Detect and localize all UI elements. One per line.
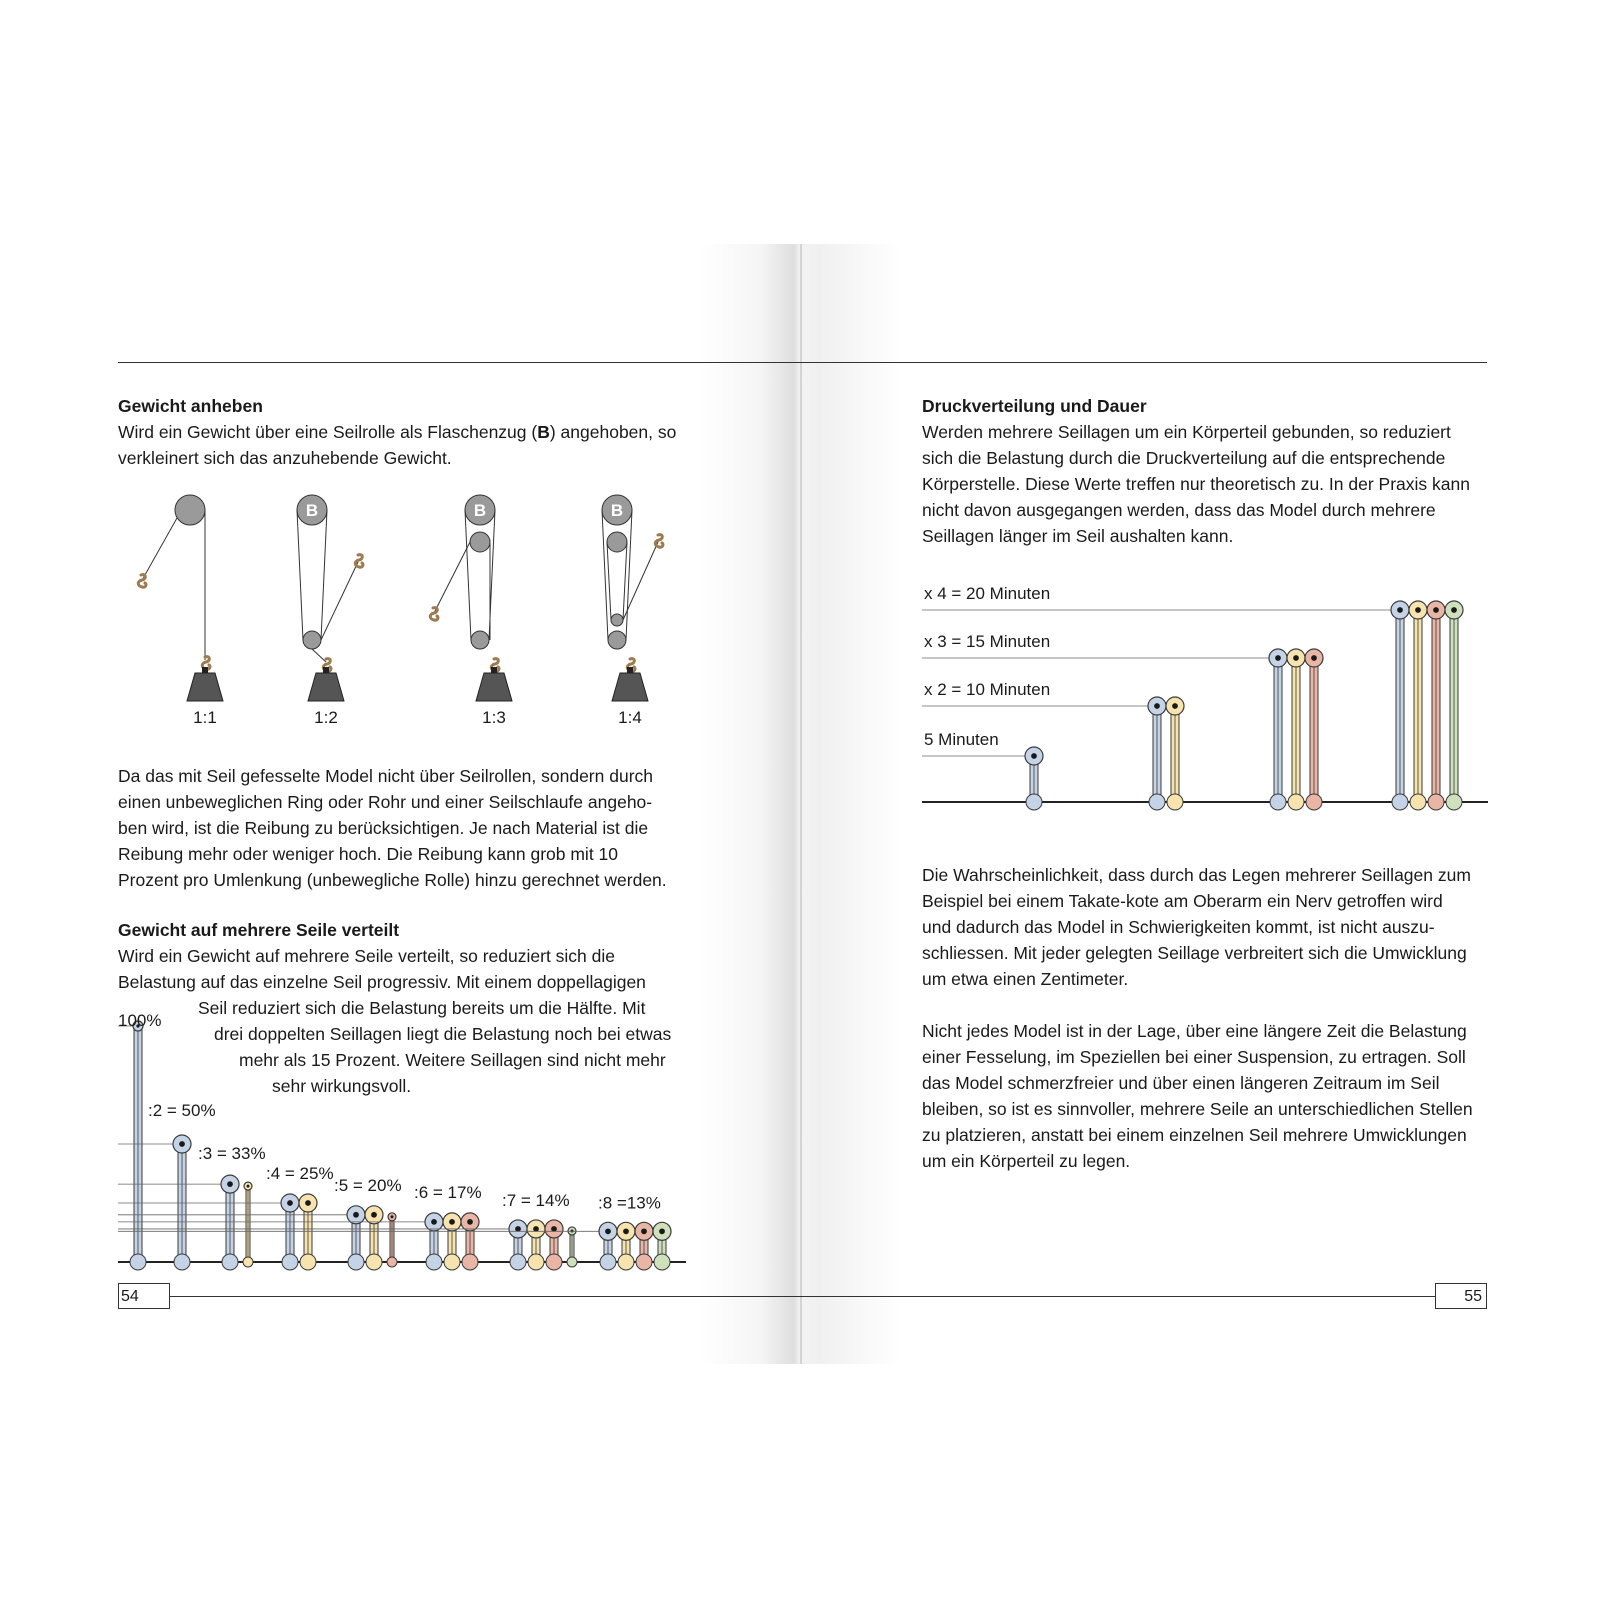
- rope-line: [602, 510, 608, 640]
- bar-label: :3 = 33%: [198, 1144, 266, 1164]
- paragraph-line: Seil reduziert sich die Belastung bereits um die Hälfte. Mit: [198, 998, 646, 1018]
- rope-foot: [567, 1257, 577, 1267]
- rope-foot: [222, 1254, 238, 1270]
- rope-foot: [300, 1254, 316, 1270]
- paragraph-line: um etwa einen Zentimeter.: [922, 969, 1129, 989]
- rope-knot: [1275, 655, 1281, 661]
- paragraph-line: einen unbeweglichen Ring oder Rohr und einer Seilschlaufe angeho-: [118, 792, 653, 812]
- bold-letter: B: [537, 422, 550, 442]
- rope-foot: [366, 1254, 382, 1270]
- rope-line: [141, 518, 177, 582]
- page-number: 54: [121, 1288, 139, 1305]
- paragraph-line: Da das mit Seil gefesselte Model nicht über Seilrollen, sondern durch: [118, 766, 654, 786]
- pulley-wheel: [607, 532, 627, 552]
- rope-knot: [1031, 753, 1037, 759]
- rope-foot: [1167, 794, 1183, 810]
- bar-label: :6 = 17%: [414, 1182, 482, 1202]
- rope-knot: [641, 1228, 647, 1234]
- rope-foot: [1446, 794, 1462, 810]
- rope-knot: [247, 1185, 250, 1188]
- paragraph-line: bleiben, so ist es sinnvoller, mehrere Seile an unterschiedlichen Stellen: [922, 1099, 1473, 1119]
- page-number: 55: [1464, 1288, 1482, 1305]
- rope-line: [312, 649, 326, 662]
- rope-line: [433, 542, 470, 615]
- bar-label: x 4 = 20 Minuten: [924, 584, 1051, 603]
- rope-line: [297, 510, 303, 640]
- top-rule: [118, 362, 1487, 363]
- paragraph-line: Nicht jedes Model ist in der Lage, über eine längere Zeit die Belastung: [922, 1021, 1467, 1041]
- bar-label: x 3 = 15 Minuten: [924, 632, 1051, 651]
- ratio-label: 1:2: [314, 708, 338, 727]
- ratio-label: 1:4: [618, 708, 642, 727]
- paragraph-line: ben wird, ist die Reibung zu berücksichtigen. Je nach Material ist die: [118, 818, 649, 838]
- rope-knot: [371, 1212, 377, 1218]
- rope-foot: [282, 1254, 298, 1270]
- paragraph-line: nicht davon ausgegangen werden, dass das Model durch mehrere: [922, 500, 1436, 520]
- rope-knot: [1433, 607, 1439, 613]
- rope-foot: [636, 1254, 652, 1270]
- paragraph-line: das Model schmerzfreier und über einen längeren Zeitraum im Seil: [922, 1073, 1440, 1093]
- rope-line: [623, 542, 627, 620]
- section-heading: Gewicht anheben: [118, 396, 263, 416]
- bar-label: 5 Minuten: [924, 730, 999, 749]
- rope-foot: [528, 1254, 544, 1270]
- rope-foot: [174, 1254, 190, 1270]
- paragraph-line: Wird ein Gewicht auf mehrere Seile verteilt, so reduziert sich die: [118, 946, 616, 966]
- text-fragment: ) angehoben, so: [549, 422, 677, 442]
- page-gutter: [800, 244, 802, 1364]
- rope-foot: [426, 1254, 442, 1270]
- rope-line: [321, 562, 358, 640]
- pulley-label: B: [473, 501, 487, 520]
- pulley-wheel: [175, 495, 205, 525]
- rope-foot: [600, 1254, 616, 1270]
- paragraph-line: Reibung mehr oder weniger hoch. Die Reibung kann grob mit 10: [118, 844, 619, 864]
- rope-foot: [1306, 794, 1322, 810]
- paragraph-line: Beispiel bei einem Takate-kote am Oberarm ein Nerv getroffen wird: [922, 891, 1443, 911]
- hook-icon: [138, 575, 146, 588]
- weight-icon: [308, 673, 344, 701]
- rope-knot: [1172, 703, 1178, 709]
- paragraph-line: Seillagen länger im Seil aushalten kann.: [922, 526, 1234, 546]
- rope-knot: [1311, 655, 1317, 661]
- pulley-wheel: [470, 532, 490, 552]
- ratio-label: 1:1: [193, 708, 217, 727]
- weight-ring: [202, 667, 208, 673]
- bar-label: x 2 = 10 Minuten: [924, 680, 1051, 699]
- hook-icon: [355, 555, 363, 568]
- rope-knot: [449, 1219, 455, 1225]
- rope-foot: [618, 1254, 634, 1270]
- rope-foot: [130, 1254, 146, 1270]
- pulley-label: B: [305, 501, 319, 520]
- rope-foot: [1270, 794, 1286, 810]
- paragraph-line: Werden mehrere Seillagen um ein Körperteil gebunden, so reduziert: [922, 422, 1451, 442]
- pulley-diagram: [0, 480, 800, 740]
- rope-knot: [605, 1228, 611, 1234]
- paragraph-line: Belastung auf das einzelne Seil progressiv. Mit einem doppellagigen: [118, 972, 646, 992]
- bar-label: :4 = 25%: [266, 1164, 334, 1183]
- rope-foot: [1392, 794, 1408, 810]
- rope-line: [626, 510, 632, 640]
- weight-icon: [187, 673, 223, 701]
- page-number-right: [1435, 1283, 1487, 1309]
- weight-icon: [612, 673, 648, 701]
- ratio-label: 1:3: [482, 708, 506, 727]
- bar-label: :2 = 50%: [148, 1101, 216, 1120]
- rope-foot: [1428, 794, 1444, 810]
- rope-knot: [1415, 607, 1421, 613]
- paragraph-line: und dadurch das Model in Schwierigkeiten kommt, ist nicht auszu-: [922, 917, 1435, 937]
- rope-knot: [431, 1219, 437, 1225]
- rope-foot: [243, 1257, 253, 1267]
- friction-paragraph: [118, 763, 718, 893]
- rope-foot: [444, 1254, 460, 1270]
- rope-knot: [623, 1228, 629, 1234]
- weight-ring: [323, 667, 329, 673]
- paragraph-line: zu platzieren, anstatt bei einem einzelnen Seil mehrere Umwicklungen: [922, 1125, 1467, 1145]
- rope-foot: [387, 1257, 397, 1267]
- paragraph-line: schliessen. Mit jeder gelegten Seillage verbreitert sich die Umwicklung: [922, 943, 1467, 963]
- nerve-paragraph: [922, 862, 1482, 992]
- rope-foot: [462, 1254, 478, 1270]
- rope-knot: [305, 1200, 311, 1206]
- pulley-wheel: [611, 614, 623, 626]
- hook-icon: [655, 535, 663, 548]
- rope-knot: [391, 1215, 394, 1218]
- right-section: [922, 393, 1482, 549]
- hook-icon: [430, 608, 438, 621]
- rope-foot: [1026, 794, 1042, 810]
- rope-knot: [1397, 607, 1403, 613]
- duration-chart: [900, 570, 1490, 810]
- rope-foot: [1149, 794, 1165, 810]
- weight-icon: [476, 673, 512, 701]
- paragraph-line: um ein Körperteil zu legen.: [922, 1151, 1131, 1171]
- bar-label: :5 = 20%: [334, 1175, 402, 1195]
- rope-knot: [287, 1200, 293, 1206]
- weight-ring: [627, 667, 633, 673]
- rope-line: [607, 542, 611, 620]
- rope-foot: [348, 1254, 364, 1270]
- paragraph-line: mehr als 15 Prozent. Weitere Seillagen sind nicht mehr: [239, 1050, 666, 1070]
- rope-knot: [659, 1228, 665, 1234]
- paragraph-line: einer Fesselung, im Speziellen bei einer Suspension, zu ertragen. Soll: [922, 1047, 1466, 1067]
- pulley-wheel: [303, 631, 321, 649]
- rope-foot: [1288, 794, 1304, 810]
- left-section1: [118, 393, 698, 471]
- rope-knot: [227, 1181, 233, 1187]
- bar-label: :8 =13%: [598, 1193, 661, 1213]
- paragraph-line: Prozent pro Umlenkung (unbewegliche Rolle) hinzu gerechnet werden.: [118, 870, 667, 890]
- section-heading: Gewicht auf mehrere Seile verteilt: [118, 920, 400, 940]
- rope-foot: [1410, 794, 1426, 810]
- rope-knot: [467, 1219, 473, 1225]
- paragraph-line: drei doppelten Seillagen liegt die Belastung noch bei etwas: [214, 1024, 672, 1044]
- model-paragraph: [922, 1018, 1482, 1174]
- rope-line: [465, 510, 471, 640]
- bottom-rule: [118, 1296, 1487, 1297]
- section-text-line: [118, 419, 698, 445]
- page-number-left: [118, 1283, 170, 1309]
- bar-label: 100%: [118, 1011, 162, 1030]
- text-fragment: Wird ein Gewicht über eine Seilrolle als Flaschenzug (: [118, 422, 538, 442]
- paragraph-line: sehr wirkungsvoll.: [272, 1076, 412, 1096]
- rope-foot: [654, 1254, 670, 1270]
- rope-knot: [1293, 655, 1299, 661]
- pulley-label: B: [610, 501, 624, 520]
- paragraph-line: Die Wahrscheinlichkeit, dass durch das Legen mehrerer Seillagen zum: [922, 865, 1471, 885]
- rope-knot: [179, 1141, 185, 1147]
- paragraph-line: sich die Belastung durch die Druckverteilung auf die entsprechende: [922, 448, 1446, 468]
- paragraph-line: Körperstelle. Diese Werte treffen nur theoretisch zu. In der Praxis kann: [922, 474, 1470, 494]
- weight-ring: [491, 667, 497, 673]
- rope-foot: [510, 1254, 526, 1270]
- rope-knot: [1154, 703, 1160, 709]
- load-distribution-chart: [100, 1000, 720, 1280]
- rope-knot: [353, 1212, 359, 1218]
- section-heading: Druckverteilung und Dauer: [922, 396, 1147, 416]
- rope-line: [321, 510, 327, 640]
- bar-label: :7 = 14%: [502, 1190, 570, 1210]
- section-text-line: verkleinert sich das anzuhebende Gewicht.: [118, 448, 452, 468]
- pulley-wheel: [471, 631, 489, 649]
- rope-foot: [546, 1254, 562, 1270]
- rope-knot: [1451, 607, 1457, 613]
- pulley-wheel: [608, 631, 626, 649]
